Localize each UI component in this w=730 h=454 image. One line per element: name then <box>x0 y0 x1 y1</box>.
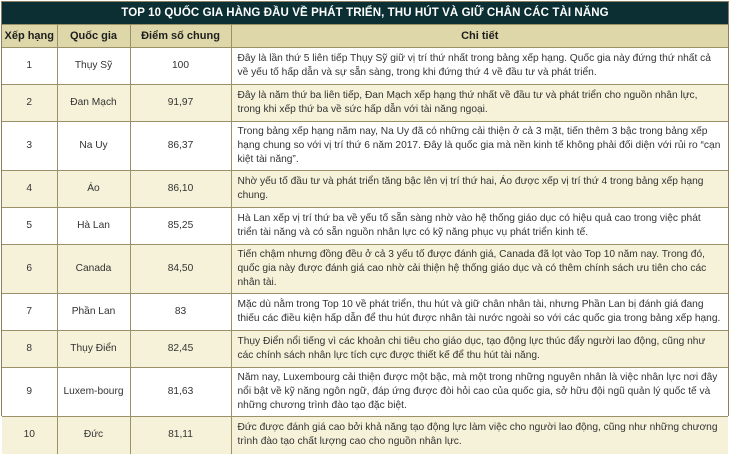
detail-cell: Đây là lần thứ 5 liên tiếp Thụy Sỹ giữ vị trí thứ nhất trong bảng xếp hạng. Quốc gia này đứng thứ nhất cả về yếu tố hấp dẫn và sự sẵn sàng, trong khi đứng thứ 4 về đầu tư và phát triển. <box>231 48 728 85</box>
rank-cell: 6 <box>2 245 57 294</box>
rank-cell: 9 <box>2 368 57 417</box>
detail-cell: Nhờ yếu tố đầu tư và phát triển tăng bậc lên vị trí thứ hai, Áo được xếp vị trí thứ 4 trong bảng xếp hạng chung. <box>231 171 728 208</box>
score-cell: 81,11 <box>130 417 231 454</box>
header-country: Quốc gia <box>57 25 130 48</box>
table-row <box>2 122 728 171</box>
country-cell: Phần Lan <box>57 294 130 331</box>
score-cell: 82,45 <box>130 331 231 368</box>
detail-cell: Đức được đánh giá cao bởi khả năng tạo động lực làm việc cho người lao động, cũng như những chương trình đào tạo chất lượng cao cho nguồn nhân lực. <box>231 417 728 454</box>
rank-cell: 3 <box>2 122 57 171</box>
rank-cell: 1 <box>2 48 57 85</box>
table-row <box>2 208 728 245</box>
score-cell: 100 <box>130 48 231 85</box>
detail-cell: Trong bảng xếp hạng năm nay, Na Uy đã có những cải thiện ở cả 3 mặt, tiến thêm 3 bậc trong bảng xếp hạng chung so với vị trí thứ 6 năm 2017. Đây là quốc gia mà nền kinh tế không phải đối diện với rủi ro “cạn kiệt tài năng”. <box>231 122 728 171</box>
table-row <box>2 417 728 454</box>
table-row <box>2 171 728 208</box>
table-row <box>2 331 728 368</box>
country-cell: Na Uy <box>57 122 130 171</box>
score-cell: 85,25 <box>130 208 231 245</box>
ranking-table <box>2 24 728 454</box>
detail-cell: Hà Lan xếp vị trí thứ ba về yếu tố sẵn sàng nhờ vào hệ thống giáo dục có hiệu quả cao trong việc phát triển tài năng và có sẵn nguồn nhân lực có kỹ năng phục vụ phát triển kinh tế. <box>231 208 728 245</box>
table-row <box>2 48 728 85</box>
ranking-table-panel <box>1 1 729 448</box>
country-cell: Hà Lan <box>57 208 130 245</box>
table-title: TOP 10 QUỐC GIA HÀNG ĐẦU VỀ PHÁT TRIỂN, THU HÚT VÀ GIỮ CHÂN CÁC TÀI NĂNG <box>2 2 728 24</box>
country-cell: Áo <box>57 171 130 208</box>
table-row <box>2 85 728 122</box>
detail-cell: Đây là năm thứ ba liên tiếp, Đan Mạch xếp hạng thứ nhất về đầu tư và phát triển cho nguồn nhân lực, trong khi xếp thứ ba về sức hấp dẫn với tài năng ngoại. <box>231 85 728 122</box>
header-detail: Chi tiết <box>231 25 728 48</box>
country-cell: Đức <box>57 417 130 454</box>
rank-cell: 5 <box>2 208 57 245</box>
score-cell: 91,97 <box>130 85 231 122</box>
table-header-row <box>2 25 728 48</box>
country-cell: Thụy Sỹ <box>57 48 130 85</box>
header-score: Điểm số chung <box>130 25 231 48</box>
detail-cell: Mặc dù nằm trong Top 10 về phát triển, thu hút và giữ chân nhân tài, nhưng Phần Lan bị đánh giá đang thiếu các điều kiện hấp dẫn để thu hút được nhân tài nước ngoài so với các quốc gia trong bảng xếp hạng. <box>231 294 728 331</box>
country-cell: Đan Mạch <box>57 85 130 122</box>
rank-cell: 4 <box>2 171 57 208</box>
rank-cell: 2 <box>2 85 57 122</box>
score-cell: 83 <box>130 294 231 331</box>
score-cell: 84,50 <box>130 245 231 294</box>
table-row <box>2 294 728 331</box>
rank-cell: 7 <box>2 294 57 331</box>
rank-cell: 10 <box>2 417 57 454</box>
score-cell: 86,37 <box>130 122 231 171</box>
table-row <box>2 368 728 417</box>
rank-cell: 8 <box>2 331 57 368</box>
country-cell: Canada <box>57 245 130 294</box>
country-cell: Thụy Điển <box>57 331 130 368</box>
header-rank: Xếp hạng <box>2 25 57 48</box>
country-cell: Luxem-bourg <box>57 368 130 417</box>
detail-cell: Tiến chậm nhưng đồng đều ở cả 3 yếu tố được đánh giá, Canada đã lọt vào Top 10 năm nay. Trong đó, quốc gia này được đánh giá cao nhờ cải thiện hệ thống giáo dục và có thêm chính sách ưu tiên cho các nhân tài. <box>231 245 728 294</box>
table-row <box>2 245 728 294</box>
detail-cell: Thụy Điển nổi tiếng vì các khoản chi tiêu cho giáo dục, tạo động lực thúc đẩy người lao động, cũng như các chính sách nhân lực tích cực được thiết kế để thu hút tài năng. <box>231 331 728 368</box>
score-cell: 81,63 <box>130 368 231 417</box>
detail-cell: Năm nay, Luxembourg cải thiện được một bậc, mà một trong những nguyên nhân là việc nhân lực nơi đây nổi bật về kỹ năng ngôn ngữ, đáp ứng được đòi hỏi cao của quốc gia, sở hữu đội ngũ quản lý quốc tế và những chương trình đào tạo đặc biệt. <box>231 368 728 417</box>
score-cell: 86,10 <box>130 171 231 208</box>
